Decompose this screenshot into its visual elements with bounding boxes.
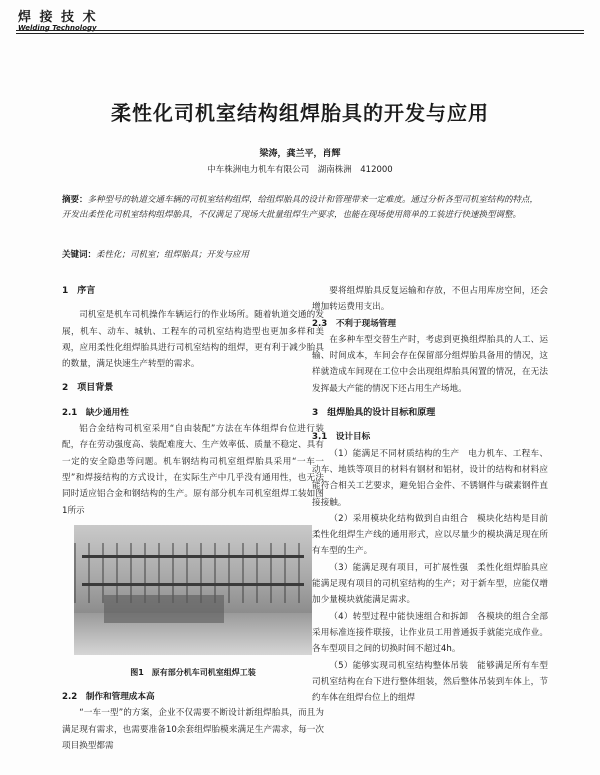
figure-1-photo bbox=[74, 525, 312, 655]
figure-1-caption: 图1 原有部分机车司机室组焊工装 bbox=[130, 667, 256, 677]
section-2-2-heading: 2.2 制作和管理成本高 bbox=[62, 692, 155, 703]
keywords bbox=[62, 248, 542, 260]
section-1-paragraph: 司机室是机车司机操作车辆运行的作业场所。随着轨道交通的发展，机车、动车、城轨、工程车的司机室结构造型也更加多样和美观，应用柔性化组焊胎具进行司机室结构的组焊，更有利于减少胎具的数量，满足快速生产转型的需求。 bbox=[62, 310, 324, 370]
goal-4: （4）转型过程中能快速组合和拆卸 各模块的组合全部采用标准连接件联接，让作业员工用普通扳手就能完成作业。各车型项目之间的切换时间不超过4h。 bbox=[312, 611, 548, 655]
abstract bbox=[62, 193, 542, 223]
keywords-text: 柔性化；司机室；组焊胎具；开发与应用 bbox=[96, 250, 250, 260]
section-2-heading: 2 项目背景 bbox=[62, 383, 114, 394]
right-column bbox=[312, 283, 548, 706]
goal-1: （1）能满足不同材质结构的生产 电力机车、工程车、动车、地铁等项目的材料有钢材和铝材，设计的结构和材料应能符合相关工艺要求，避免铝合金件、不锈钢件与碳素钢件直接接触。 bbox=[312, 448, 548, 508]
section-2-1-paragraph: 铝合金结构司机室采用“自由装配”方法在车体组焊台位进行装配，存在劳动强度高、装配难度大、生产效率低、质量不稳定、具有一定的安全隐患等问题。机车钢结构司机室组焊胎具采用“一车一型”和焊接结构的方式设计，在实际生产中几乎没有通用性，也无法同时适应铝合金和钢结构的生产。原有部分机车司机室组焊工装如图1所示 bbox=[62, 424, 324, 516]
section-2-3-paragraph: 在多种车型交替生产时，考虑到更换组焊胎具的人工、运输、时间成本，车间会存在保留部分组焊胎具备用的情况，这样就造成车间现在工位中会出现组焊胎具闲置的情况，在无法发挥最大产能的情况下还占用生产场地。 bbox=[312, 334, 548, 394]
abstract-text: 多种型号的轨道交通车辆的司机室结构组焊，给组焊胎具的设计和管理带来一定难度。通过分析各型司机室结构的特点，开发出柔性化司机室结构组焊胎具，不仅满足了现场大批量组焊生产要求，也能在现场使用简单的工装进行快速换型调整。 bbox=[62, 195, 539, 220]
section-1-heading: 1 序言 bbox=[62, 286, 96, 296]
goal-3: （3）能满足现有项目，可扩展性强 柔性化组焊胎具应能满足现有项目的司机室结构的生产；对于新车型，应能仅增加少量模块就能满足需求。 bbox=[312, 562, 548, 606]
abstract-label: 摘要： bbox=[62, 195, 88, 205]
section-2-3-heading: 2.3 不利于现场管理 bbox=[312, 318, 396, 329]
section-2-1-heading: 2.1 缺少通用性 bbox=[62, 407, 129, 418]
header-rule-thin bbox=[16, 33, 584, 34]
authors: 梁涛，龚兰平，肖辉 bbox=[259, 149, 341, 159]
paper-title: 柔性化司机室结构组焊胎具的开发与应用 bbox=[111, 101, 489, 125]
section-3-heading: 3 组焊胎具的设计目标和原理 bbox=[312, 408, 436, 419]
goal-2: （2）采用模块化结构做到自由组合 模块化结构是目前柔性化组焊生产线的通用形式，应以尽量少的模块满足现在所有车型的生产。 bbox=[312, 513, 548, 557]
left-column bbox=[62, 283, 324, 754]
journal-name-cn: 焊 接 技 术 bbox=[18, 10, 98, 25]
section-3-1-heading: 3.1 设计目标 bbox=[312, 432, 371, 443]
section-2-2-continued: 要将组焊胎具反复运输和存放，不但占用库房空间，还会增加转运费用支出。 bbox=[312, 286, 548, 313]
header-rule-top bbox=[16, 30, 584, 31]
section-2-2-paragraph: “一车一型”的方案，企业不仅需要不断设计新组焊胎具，而且为满足现有需求，也需要准备10余套组焊胎模来满足生产需求，每一次项目换型都需 bbox=[62, 708, 324, 752]
goal-5: （5）能够实现司机室结构整体吊装 能够满足所有车型司机室结构在台下进行整体组装，然后整体吊装到车体上，节约车体在组焊台位上的组焊 bbox=[312, 660, 548, 704]
journal-name-en: Welding Technology bbox=[18, 24, 97, 32]
journal-header bbox=[18, 6, 98, 32]
keywords-label: 关键词： bbox=[62, 250, 97, 260]
affiliation: 中车株洲电力机车有限公司 湖南株洲 412000 bbox=[207, 165, 393, 175]
